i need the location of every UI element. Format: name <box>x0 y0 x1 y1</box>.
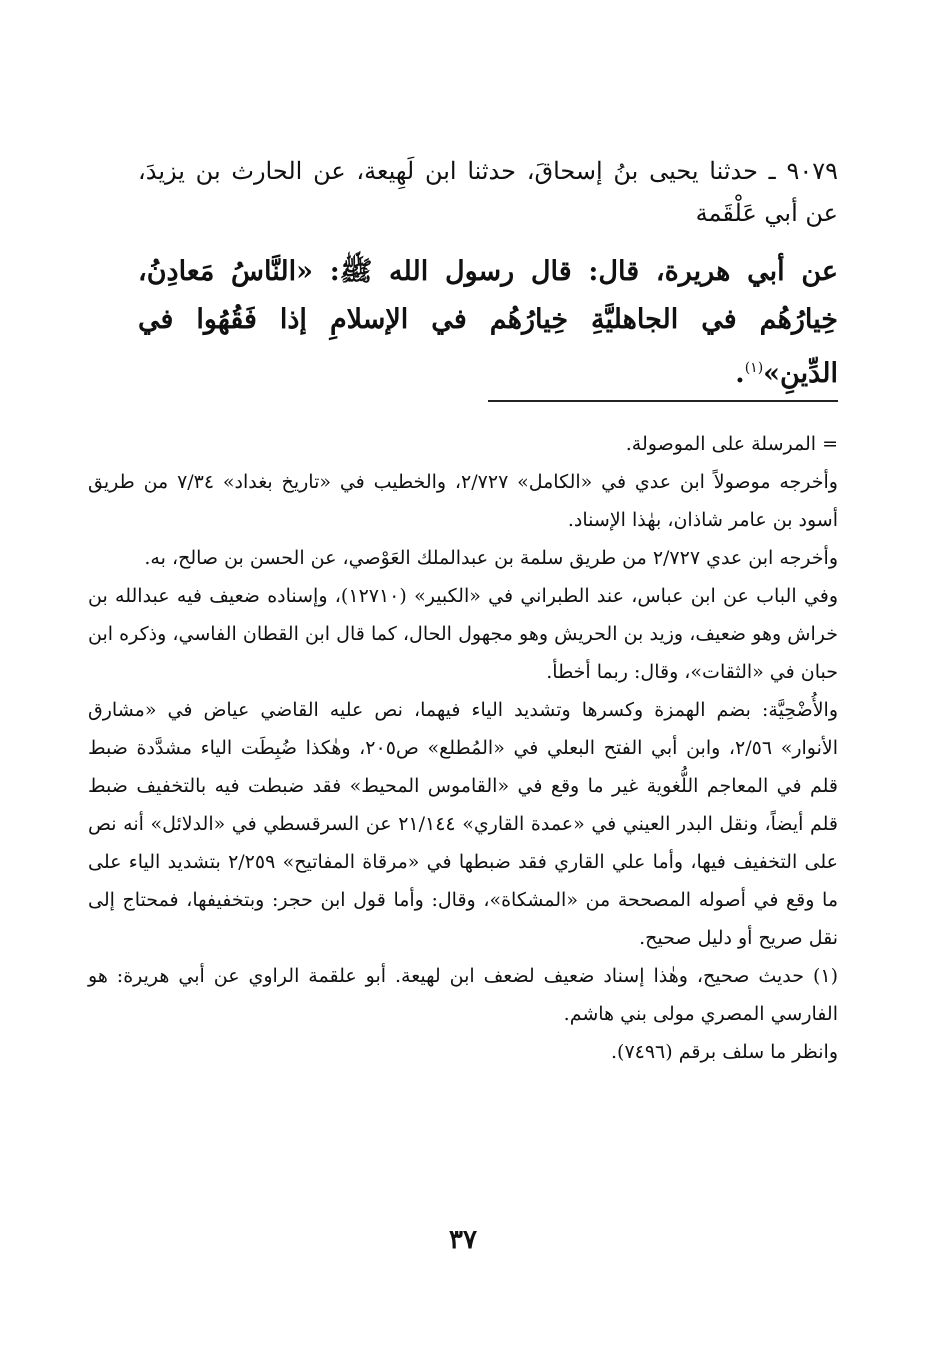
footnote-paragraph: وأخرجه ابن عدي ٢/٧٢٧ من طريق سلمة بن عبدالملك العَوْصي، عن الحسن بن صالح، به. <box>144 547 838 569</box>
hadith-block <box>138 150 838 398</box>
footnote-paragraph: (١) حديث صحيح، وهٰذا إسناد ضعيف لضعف ابن لهيعة. أبو علقمة الراوي عن أبي هريرة: هو الفارسي المصري مولى بني هاشم. <box>88 965 838 1025</box>
footnote-paragraph: والأُضْحِيَّة: بضم الهمزة وكسرها وتشديد الياء فيهما، نص عليه القاضي عياض في «مشارق الأنوار» ٢/٥٦، وابن أبي الفتح البعلي في «المُطلع» ص٢٠٥، وهٰكذا ضُبِطَت الياء مشدَّدة ضبط قلم في المعاجم اللُّغوية غير ما وقع في «القاموس المحيط» فقد ضبطت فيه بالتخفيف ضبط قلم أيضاً، ونقل البدر العيني في «عمدة القاري» ٢١/١٤٤ عن السرقسطي في «الدلائل» أنه نص على التخفيف فيها، وأما علي القاري فقد ضبطها في «مرقاة المفاتيح» ٢/٢٥٩ بتشديد الياء على ما وقع في أصوله المصححة من «المشكاة»، وقال: وأما قول ابن حجر: وبتخفيفها، فمحتاج إلى نقل صريح أو دليل صحيح. <box>88 699 839 949</box>
footnote-reference: (١) <box>744 360 764 376</box>
footnote-paragraph: = المرسلة على الموصولة. <box>625 433 838 455</box>
hadith-text: عن أبي هريرة، قال: قال رسول الله ﷺ: «النَّاسُ مَعادِنُ، خِيارُهُم في الجاهليَّةِ خِيارُهُم في الإسلامِ إذا فَقُهُوا في الدِّينِ» <box>138 256 838 389</box>
hadith-text-paragraph <box>138 248 838 398</box>
footnote-paragraph: وانظر ما سلف برقم (٧٤٩٦). <box>610 1041 838 1063</box>
footnote-separator <box>488 400 838 402</box>
hadith-chain-of-narration: ٩٠٧٩ ـ حدثنا يحيى بنُ إسحاقَ، حدثنا ابن لَهِيعة، عن الحارث بن يزيدَ، عن أبي عَلْقَمة <box>138 157 838 227</box>
hadith-end-mark: . <box>735 358 745 389</box>
page-number: ٣٧ <box>449 1225 477 1255</box>
footnote-paragraph: وأخرجه موصولاً ابن عدي في «الكامل» ٢/٧٢٧، والخطيب في «تاريخ بغداد» ٧/٣٤ من طريق أسود بن عامر شاذان، بهٰذا الإسناد. <box>88 471 838 531</box>
footnotes <box>88 425 838 1071</box>
footnote-paragraph: وفي الباب عن ابن عباس، عند الطبراني في «الكبير» (١٢٧١٠)، وإسناده ضعيف فيه عبدالله بن خراش وهو ضعيف، وزيد بن الحريش وهو مجهول الحال، كما قال ابن القطان الفاسي، وذكره ابن حبان في «الثقات»، وقال: ربما أخطأ. <box>88 585 838 683</box>
